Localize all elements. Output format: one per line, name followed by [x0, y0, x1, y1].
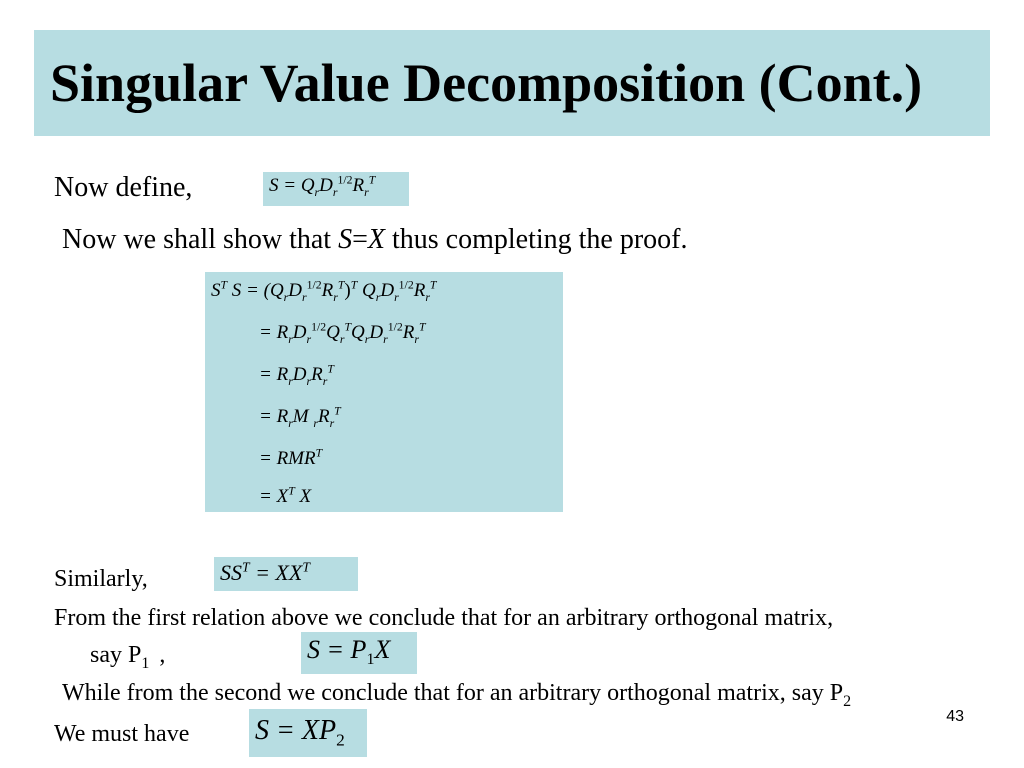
- second-relation: [62, 680, 851, 711]
- define-s-equation: $S = Q_rD_r^{1/2}R_r^T$: [263, 172, 409, 206]
- second-relation-subscript: 2: [843, 692, 852, 710]
- first-relation-subscript: 1: [141, 654, 150, 672]
- show-eq: =: [352, 224, 368, 255]
- now-define-text: Now define,: [54, 172, 193, 203]
- similarly-equation: $SS^T = XX^T$: [214, 557, 358, 591]
- show-prefix: Now we shall show that: [62, 224, 339, 255]
- derivation-line-4: = $R_rM$ $_rR_r^T$: [259, 404, 341, 430]
- show-suffix: thus completing the proof.: [384, 224, 688, 255]
- derivation-line-6: = $X^T$ X: [259, 484, 312, 507]
- first-result-equation: $S = P_1X$: [301, 632, 417, 674]
- we-must-have-text: We must have: [54, 721, 190, 747]
- show-statement: [62, 224, 688, 256]
- slide-title: Singular Value Decomposition (Cont.): [50, 53, 923, 113]
- first-relation-comma: ,: [159, 642, 166, 668]
- derivation-line-2: = $R_rD_r^{1/2}Q_r^TQ_rD_r^{1/2}R_r^T$: [259, 320, 426, 346]
- derivation-line-3: = $R_rD_rR_r^T$: [259, 362, 334, 388]
- derivation-line-5: = $RMR^T$: [259, 446, 323, 469]
- second-relation-text: While from the second we conclude that for an arbitrary orthogonal matrix, say P: [62, 680, 844, 706]
- first-relation-line-2: [90, 642, 165, 673]
- second-result-equation: $S = XP_2$: [249, 709, 367, 757]
- derivation-line-1: $S^T$ $S = (Q_rD_r^{1/2}R_r^T)^T$ $Q_rD_r^{1/2}R_r^T$: [211, 278, 437, 304]
- page-number: 43: [946, 708, 964, 725]
- show-var-x: X: [367, 224, 385, 255]
- title-bar: [34, 30, 990, 136]
- derivation-equations: [205, 272, 563, 512]
- first-relation-line-1: From the first relation above we conclude that for an arbitrary orthogonal matrix,: [54, 605, 834, 631]
- similarly-text: Similarly,: [54, 566, 148, 592]
- first-relation-say: say P: [90, 642, 142, 668]
- show-var-s: S: [338, 224, 353, 255]
